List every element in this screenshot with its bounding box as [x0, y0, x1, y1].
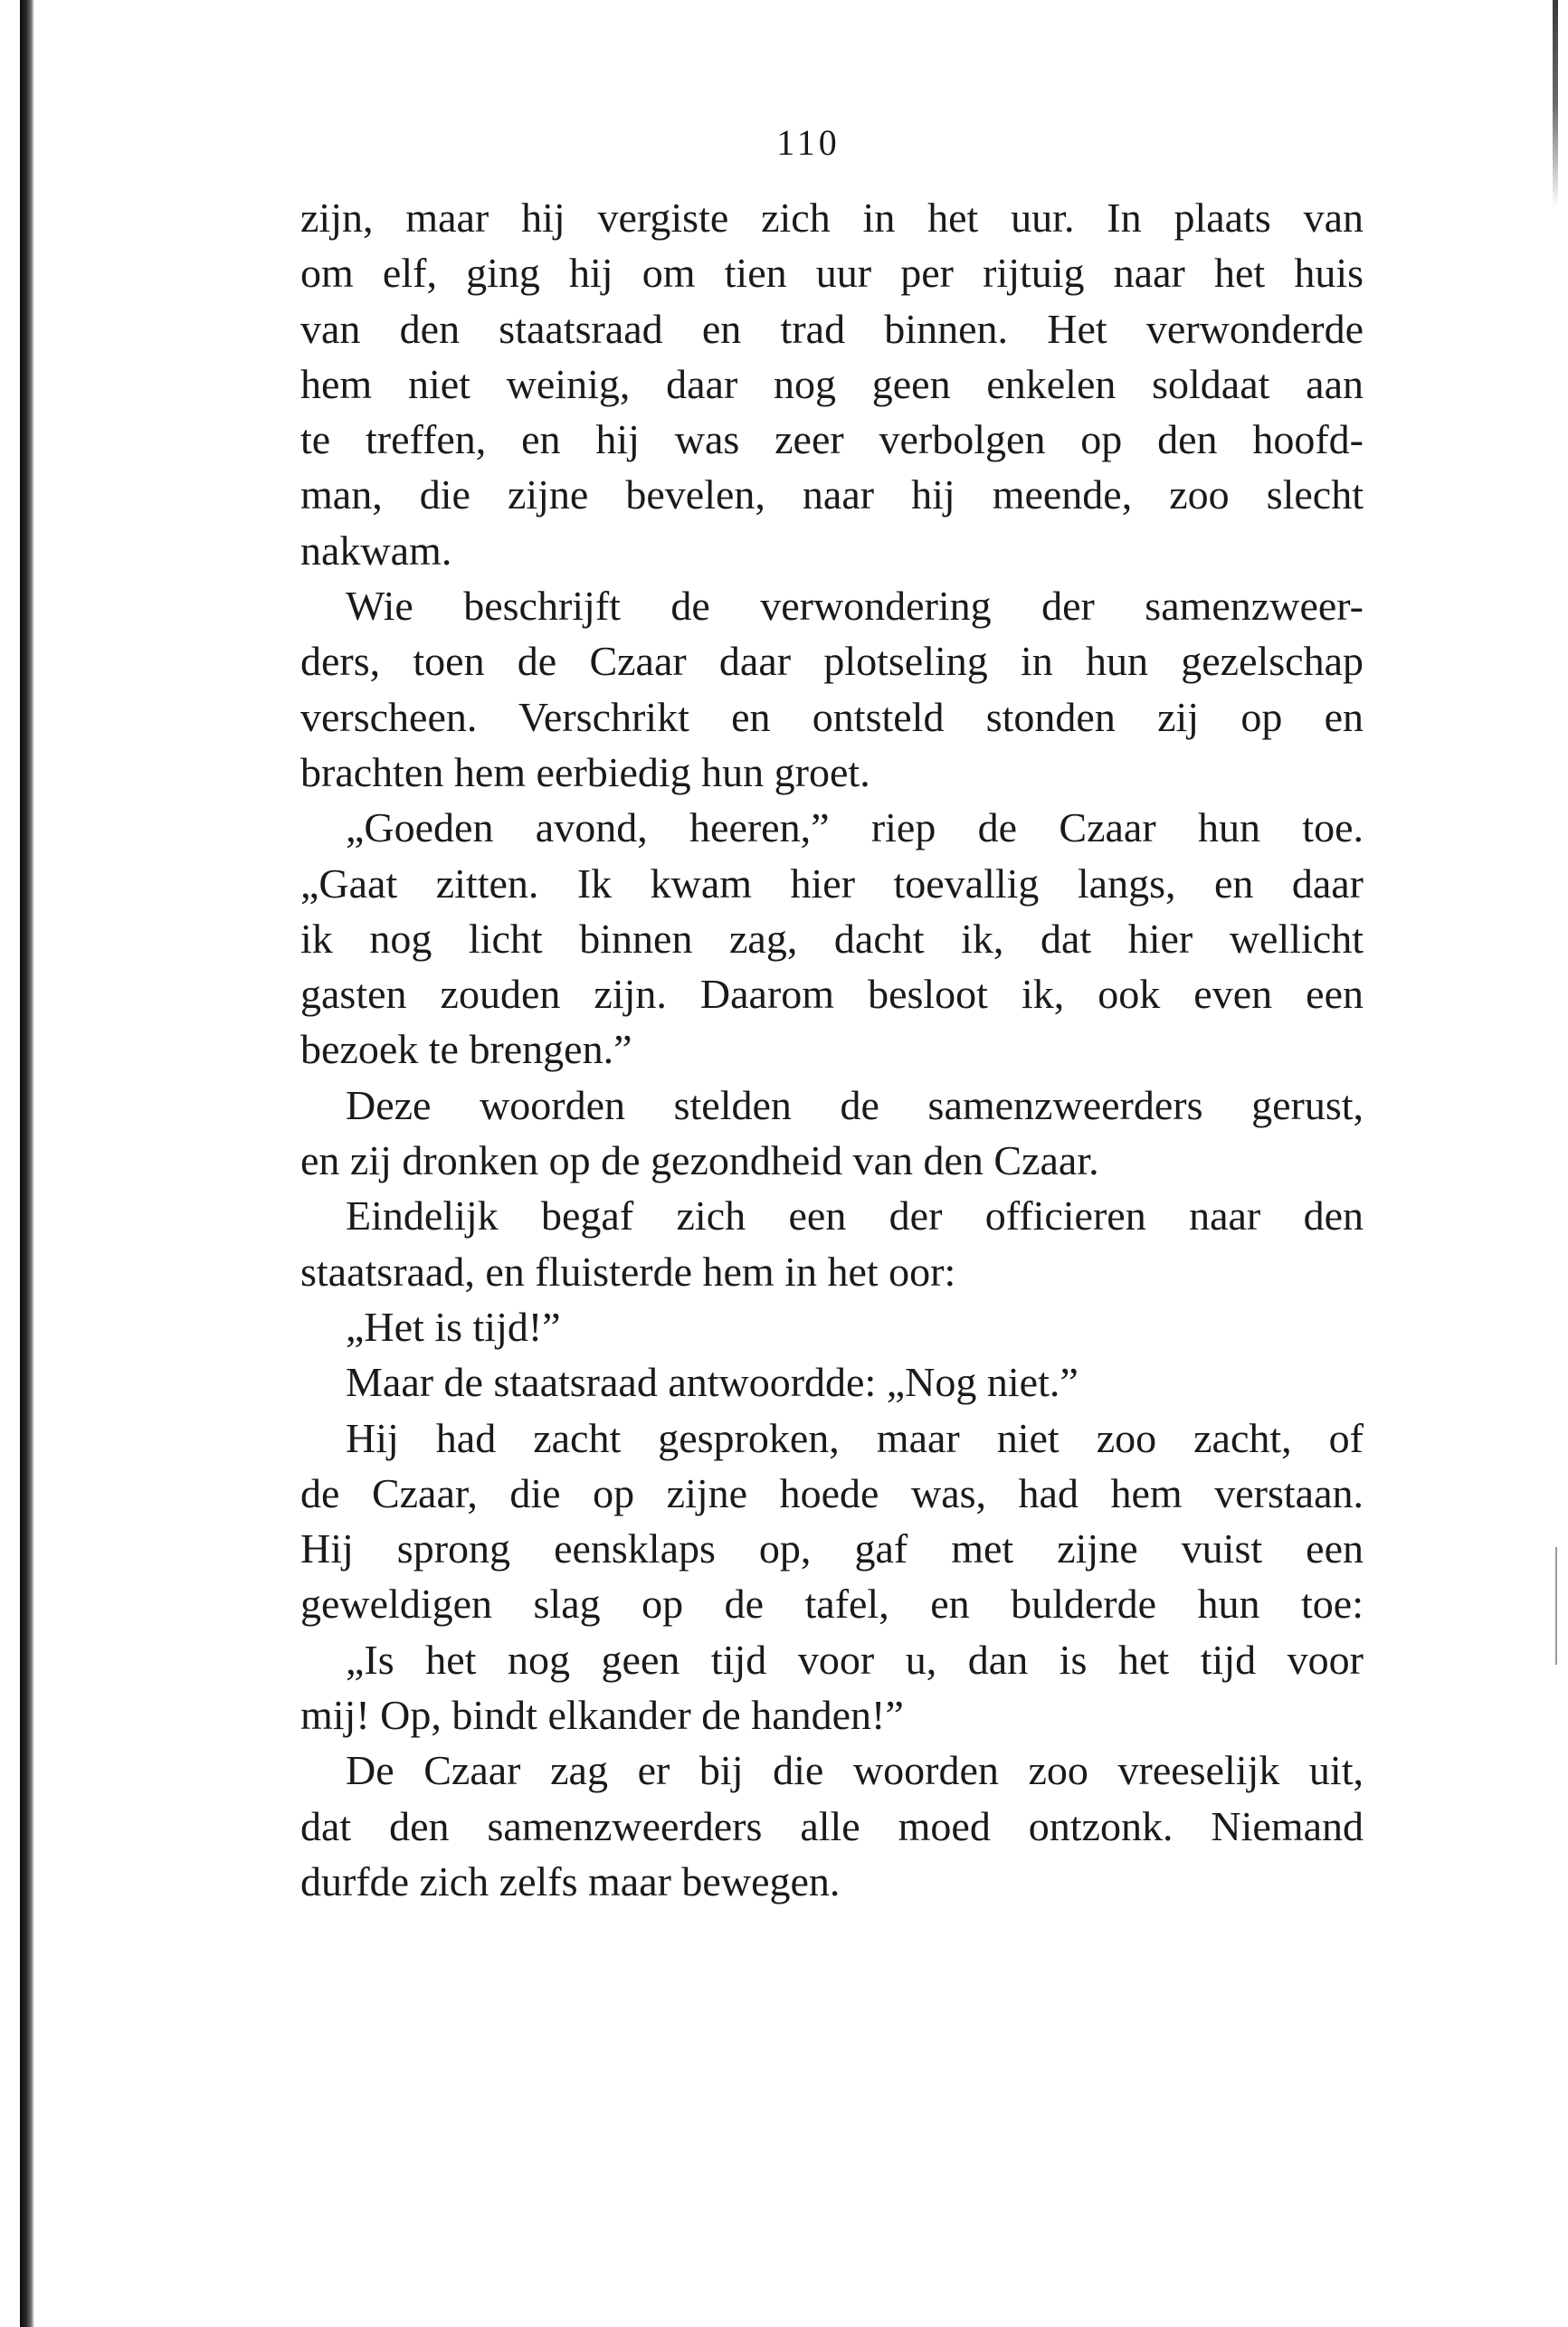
- text-line: de Czaar, die op zijne hoede was, had hem verstaan.: [300, 1469, 1364, 1516]
- text-line: staatsraad, en fluisterde hem in het oor:: [300, 1248, 956, 1295]
- text-line: ik nog licht binnen zag, dacht ik, dat hier wellicht: [300, 915, 1364, 962]
- text-line: „Goeden avond, heeren,” riep de Czaar hun toe.: [346, 804, 1364, 851]
- text-line: te treffen, en hij was zeer verbolgen op den hoofd-: [300, 416, 1364, 463]
- scan-edge-right: [1553, 0, 1558, 208]
- text-line: verscheen. Verschrikt en ontsteld stonden zij op en: [300, 693, 1364, 740]
- text-line: „Gaat zitten. Ik kwam hier toevallig langs, en daar: [300, 860, 1364, 907]
- text-line: en zij dronken op de gezondheid van den Czaar.: [300, 1137, 1099, 1184]
- text-line: Hij sprong eensklaps op, gaf met zijne vuist een: [300, 1525, 1364, 1572]
- text-line: gasten zouden zijn. Daarom besloot ik, ook even een: [300, 971, 1364, 1018]
- text-line: om elf, ging hij om tien uur per rijtuig naar het huis: [300, 250, 1364, 297]
- scan-edge-right-lower: [1555, 1547, 1557, 1665]
- text-body: [300, 190, 1364, 1909]
- text-line: bezoek te brengen.”: [300, 1026, 632, 1073]
- text-line: man, die zijne bevelen, naar hij meende, zoo slecht: [300, 471, 1364, 518]
- page-number: 110: [776, 122, 841, 163]
- text-line: nakwam.: [300, 527, 452, 574]
- text-line: brachten hem eerbiedig hun groet.: [300, 748, 870, 795]
- text-line: De Czaar zag er bij die woorden zoo vreeselijk uit,: [346, 1747, 1364, 1794]
- text-line: durfde zich zelfs maar bewegen.: [300, 1857, 841, 1904]
- text-line: Maar de staatsraad antwoordde: „Nog niet.”: [346, 1359, 1079, 1406]
- text-line: Hij had zacht gesproken, maar niet zoo zacht, of: [346, 1414, 1364, 1461]
- text-line: „Het is tijd!”: [346, 1303, 561, 1350]
- text-line: Deze woorden stelden de samenzweerders gerust,: [346, 1081, 1364, 1128]
- scan-edge-left: [20, 0, 34, 2327]
- text-line: ders, toen de Czaar daar plotseling in hun gezelschap: [300, 638, 1364, 685]
- text-line: hem niet weinig, daar nog geen enkelen soldaat aan: [300, 360, 1364, 407]
- text-line: dat den samenzweerders alle moed ontzonk. Niemand: [300, 1802, 1364, 1849]
- text-line: zijn, maar hij vergiste zich in het uur. In plaats van: [300, 195, 1364, 241]
- text-line: „Is het nog geen tijd voor u, dan is het tijd voor: [346, 1636, 1364, 1683]
- text-line: Wie beschrijft de verwondering der samenzweer-: [346, 583, 1364, 630]
- text-line: geweldigen slag op de tafel, en bulderde hun toe:: [300, 1581, 1364, 1628]
- text-line: mij! Op, bindt elkander de handen!”: [300, 1692, 904, 1739]
- text-line: van den staatsraad en trad binnen. Het verwonderde: [300, 305, 1364, 352]
- text-line: Eindelijk begaf zich een der officieren naar den: [346, 1192, 1364, 1239]
